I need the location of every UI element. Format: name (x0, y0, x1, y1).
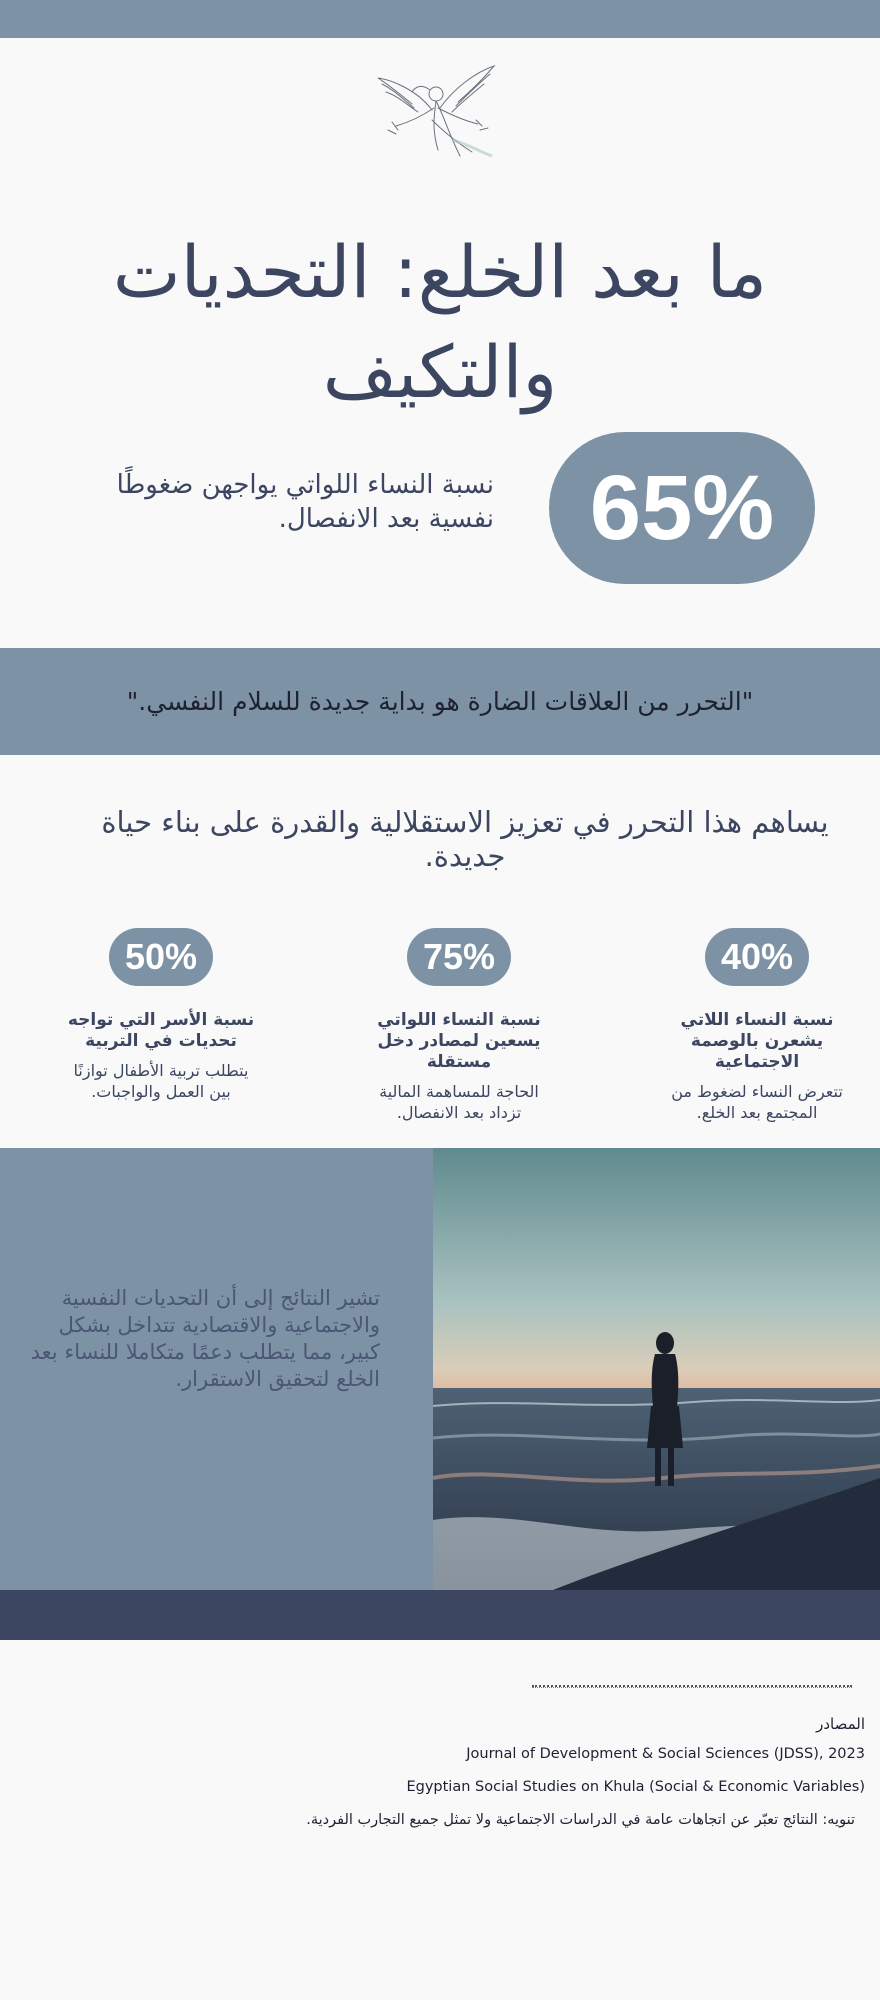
stat-desc: تتعرض النساء لضغوط من المجتمع بعد الخلع. (671, 1082, 843, 1122)
sources-label: المصادر (816, 1715, 865, 1733)
stat-card-stigma (642, 928, 872, 1123)
disclaimer-note: تنويه: النتائج تعبّر عن اتجاهات عامة في الدراسات الاجتماعية ولا تمثل جميع التجارب الفردية. (306, 1812, 855, 1828)
stat-value: 50% (109, 928, 213, 986)
stat-card-income (344, 928, 574, 1123)
page-title: ما بعد الخلع: التحديات والتكيف (112, 230, 768, 414)
quote-text: "التحرر من العلاقات الضارة هو بداية جديدة للسلام النفسي." (126, 687, 754, 716)
stat-title: نسبة النساء اللاتي يشعرن بالوصمة الاجتماعية (680, 1010, 834, 1072)
sources-divider (532, 1685, 852, 1688)
beach-photo (433, 1148, 880, 1590)
quote-band (0, 648, 880, 755)
woman-on-beach-icon (433, 1148, 880, 1590)
stat-value: 75% (407, 928, 511, 986)
angel-illustration-icon (372, 60, 500, 162)
stat-desc: الحاجة للمساهمة المالية تزداد بعد الانفصال. (379, 1082, 539, 1122)
top-bar (0, 0, 880, 38)
bottom-band (0, 1590, 880, 1640)
stat-card-parenting (46, 928, 276, 1102)
hero-stat-text: نسبة النساء اللواتي يواجهن ضغوطًا نفسية بعد الانفصال. (116, 470, 494, 534)
stat-desc: يتطلب تربية الأطفال توازنًا بين العمل والواجبات. (73, 1061, 249, 1101)
hero-stat-value: 65% (549, 432, 815, 584)
findings-text: تشير النتائج إلى أن التحديات النفسية والاجتماعية والاقتصادية تتداخل بشكل كبير، مما يتطلب دعمًا متكاملا للنساء بعد الخلع لتحقيق الاستقرار. (30, 1286, 380, 1391)
sub-heading: يساهم هذا التحرر في تعزيز الاستقلالية والقدرة على بناء حياة جديدة. (101, 805, 829, 873)
stat-value: 40% (705, 928, 809, 986)
stat-title: نسبة النساء اللواتي يسعين لمصادر دخل مستقلة (377, 1010, 541, 1072)
stat-title: نسبة الأسر التي تواجه تحديات في التربية (67, 1010, 255, 1051)
source-item: Egyptian Social Studies on Khula (Social & Economic Variables) (406, 1779, 865, 1795)
source-item: Journal of Development & Social Sciences (JDSS), 2023 (466, 1746, 865, 1762)
